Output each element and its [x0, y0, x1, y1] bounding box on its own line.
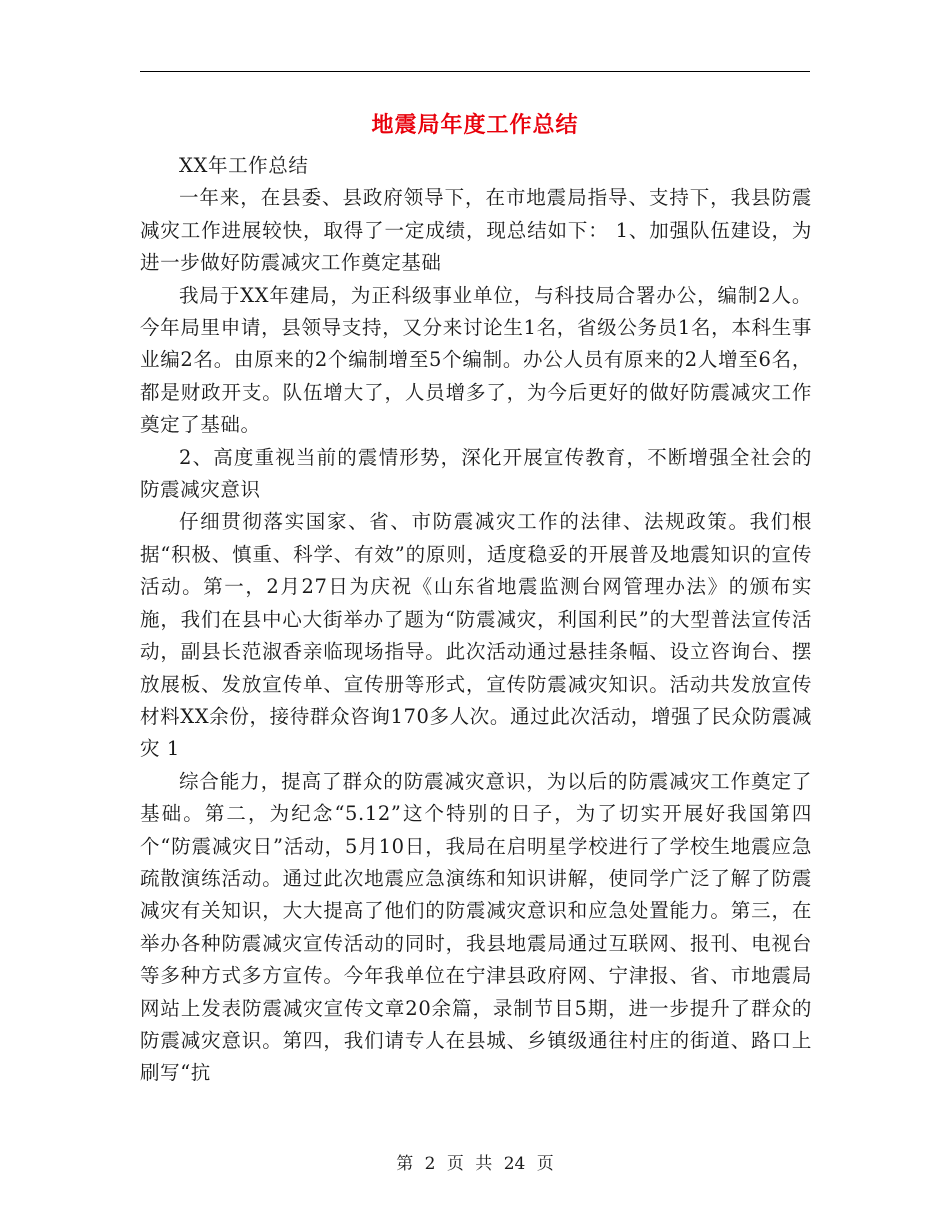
paragraph-section-2-heading: 2、高度重视当前的震情形势，深化开展宣传教育，不断增强全社会的防震减灾意识	[140, 445, 812, 502]
paragraph-publicity: 仔细贯彻落实国家、省、市防震减灾工作的法律、法规政策。我们根据“积极、慎重、科学、有效”的原则，适度稳妥的开展普及地震知识的宣传活动。第一，2月27日为庆祝《山东省地震监测台网管理办法》的颁布实施，我们在县中心大街举办了题为“防震减灾，利国利民”的大型普法宣传活动，副县长范淑香亲临现场指导。此次活动通过悬挂条幅、设立咨询台、摆放展板、发放宣传单、宣传册等形式，宣传防震减灾知识。活动共发放宣传材料XX余份，接待群众咨询170多人次。通过此次活动，增强了民众防震减灾 1	[140, 510, 812, 761]
page-label-prefix: 第	[396, 1154, 414, 1174]
page-label-suffix: 页	[536, 1154, 554, 1174]
total-pages-number: 24	[503, 1154, 526, 1174]
document-title: 地震局年度工作总结	[371, 112, 579, 138]
page-label-mid-2: 共	[475, 1154, 493, 1174]
current-page-number: 2	[424, 1154, 436, 1174]
page-label-mid-1: 页	[446, 1154, 464, 1174]
header-rule	[140, 71, 810, 72]
page-footer	[0, 1152, 950, 1176]
paragraph-capability: 综合能力，提高了群众的防震减灾意识，为以后的防震减灾工作奠定了基础。第二，为纪念“5.12”这个特别的日子，为了切实开展好我国第四个“防震减灾日”活动，5月10日，我局在启明星学校进行了学校生地震应急疏散演练活动。通过此次地震应急演练和知识讲解，使同学广泛了解了防震减灾有关知识，大大提高了他们的防震减灾意识和应急处置能力。第三，在举办各种防震减灾宣传活动的同时，我县地震局通过互联网、报刊、电视台等多种方式多方宣传。今年我单位在宁津县政府网、宁津报、省、市地震局网站上发表防震减灾宣传文章20余篇，录制节目5期，进一步提升了群众的防震减灾意识。第四，我们请专人在县城、乡镇级通往村庄的街道、路口上刷写“抗	[140, 769, 812, 1085]
paragraph-intro: 一年来，在县委、县政府领导下，在市地震局指导、支持下，我县防震减灾工作进展较快，取得了一定成绩，现总结如下： 1、加强队伍建设，为进一步做好防震减灾工作奠定基础	[140, 186, 812, 275]
paragraph-staffing: 我局于XX年建局，为正科级事业单位，与科技局合署办公，编制2人。今年局里申请，县领导支持，又分来讨论生1名，省级公务员1名，本科生事业编2名。由原来的2个编制增至5个编制。办公人员有原来的2人增至6名，都是财政开支。队伍增大了，人员增多了，为今后更好的做好防震减灾工作奠定了基础。	[140, 283, 812, 437]
document-body	[140, 150, 812, 1090]
paragraph-subtitle: XX年工作总结	[179, 154, 309, 177]
